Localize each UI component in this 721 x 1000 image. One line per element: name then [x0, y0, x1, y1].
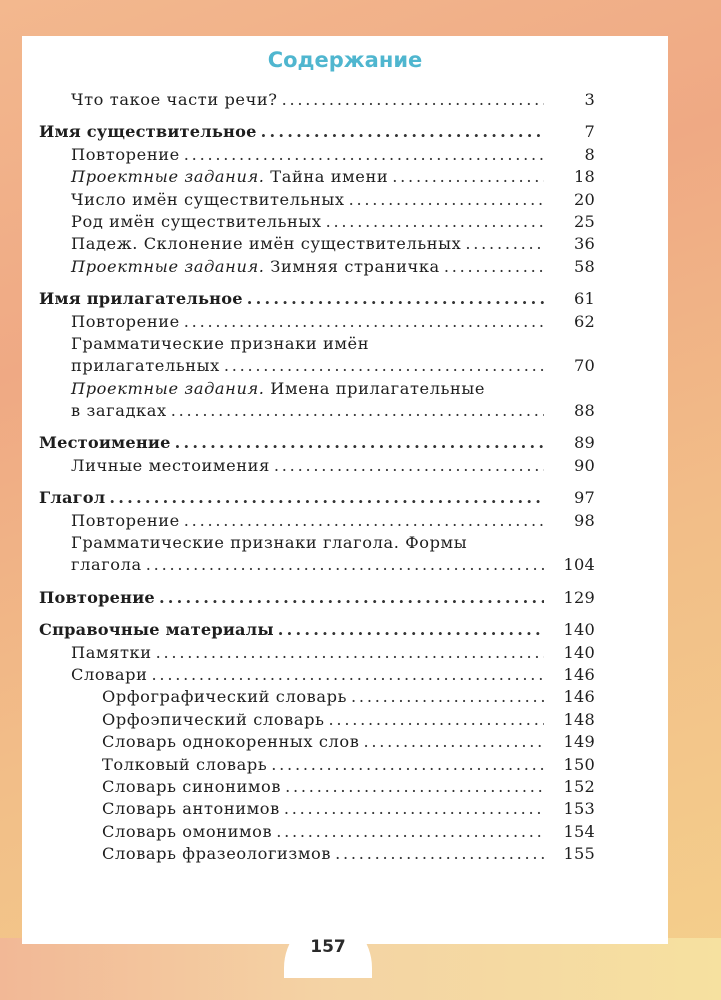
- toc-entry: [22, 776, 668, 798]
- dot-leader: [271, 754, 544, 776]
- toc-entry-text: прилагательных: [71, 356, 220, 376]
- toc-entry: [22, 355, 668, 377]
- toc-entry: [22, 487, 668, 509]
- toc-entry-text: Повторение: [71, 144, 180, 164]
- toc-entry: [22, 288, 668, 310]
- toc-entry: [22, 121, 668, 143]
- toc-entry-text: Орфографический словарь: [102, 687, 348, 707]
- toc-entry: [22, 432, 668, 454]
- dot-leader: [274, 455, 544, 477]
- toc-entry-text: Словарь антонимов: [102, 799, 280, 819]
- toc-entry: [22, 731, 668, 753]
- toc-entry-page: 88: [574, 401, 595, 421]
- page-title: Содержание: [267, 48, 423, 72]
- toc-entry-page: 140: [563, 642, 595, 662]
- toc-entry: [22, 709, 668, 731]
- toc-entry-page: 149: [563, 732, 595, 752]
- toc-entry-text: Памятки: [71, 642, 152, 662]
- contents-page: [22, 36, 668, 944]
- page-number: 157: [284, 918, 372, 978]
- toc-entry-text: Род имён существительных: [71, 211, 322, 231]
- toc-entry-text: в загадках: [71, 401, 167, 421]
- toc-entry-page: 146: [563, 687, 595, 707]
- toc-entry-page: 7: [584, 122, 595, 142]
- dot-leader: [159, 587, 544, 609]
- toc-entry: [22, 211, 668, 233]
- toc-entry-text: Тайна имени: [264, 167, 389, 187]
- toc-entry: [22, 587, 668, 609]
- toc-entry-text: Грамматические признаки имён: [71, 333, 370, 353]
- toc-entry: [22, 843, 668, 865]
- dot-leader: [109, 487, 544, 509]
- toc-entry-first-line: [22, 532, 668, 554]
- toc-entry-page: 148: [563, 709, 595, 729]
- toc-entry-text: Что такое части речи?: [71, 90, 278, 109]
- dot-leader: [184, 510, 544, 532]
- toc-entry-page: 155: [563, 844, 595, 864]
- dot-leader: [276, 821, 544, 843]
- toc-entry-text: Грамматические признаки глагола. Формы: [71, 533, 468, 553]
- toc-entry-text: Словарь однокоренных слов: [102, 732, 360, 752]
- toc-entry-text: Повторение: [71, 311, 180, 331]
- dot-leader: [392, 166, 544, 188]
- toc-entry-text: Справочные материалы: [39, 620, 274, 640]
- toc-entry: [22, 189, 668, 211]
- toc-entry-text: Повторение: [71, 510, 180, 530]
- dot-leader: [329, 709, 544, 731]
- toc-entry: [22, 510, 668, 532]
- toc-entry-text: Имя существительное: [39, 122, 257, 142]
- toc-entry-page: 104: [563, 555, 595, 575]
- toc-entry-text: Словарь омонимов: [102, 821, 273, 841]
- toc-entry-page: 58: [574, 256, 595, 276]
- dot-leader: [335, 843, 544, 865]
- dot-leader: [184, 311, 544, 333]
- toc-entry-page: 89: [574, 433, 595, 453]
- toc-entry-text: Словари: [71, 664, 148, 684]
- toc-entry: [22, 311, 668, 333]
- toc-entry-page: 90: [574, 455, 595, 475]
- toc-entry-text: Число имён существительных: [71, 189, 345, 209]
- toc-entry: [22, 554, 668, 576]
- toc-entry-italic-label: Проектные задания.: [71, 378, 265, 398]
- toc-entry-page: 97: [574, 488, 595, 508]
- toc-entry-text: Падеж. Склонение имён существительных: [71, 234, 462, 254]
- toc-list: [22, 89, 668, 866]
- toc-entry: [22, 233, 668, 255]
- toc-entry-page: 61: [574, 289, 595, 309]
- dot-leader: [282, 89, 544, 111]
- toc-entry-text: Зимняя страничка: [264, 256, 440, 276]
- toc-entry: [22, 642, 668, 664]
- toc-entry-text: глагола: [71, 555, 142, 575]
- toc-entry-text: Орфоэпический словарь: [102, 709, 325, 729]
- dot-leader: [278, 619, 544, 641]
- toc-entry-text: Толковый словарь: [102, 754, 268, 774]
- toc-entry-page: 8: [584, 144, 595, 164]
- toc-entry: [22, 664, 668, 686]
- toc-entry-text: Местоимение: [39, 433, 171, 453]
- toc-entry-italic-label: Проектные задания.: [71, 167, 265, 187]
- toc-entry-page: 152: [563, 776, 595, 796]
- toc-entry-page: 153: [563, 799, 595, 819]
- toc-entry-page: 129: [563, 587, 595, 607]
- toc-entry-text: Личные местоимения: [71, 455, 270, 475]
- toc-entry-text: Глагол: [39, 488, 106, 508]
- toc-entry-page: 25: [574, 211, 595, 231]
- toc-entry-page: 98: [574, 510, 595, 530]
- toc-entry: [22, 455, 668, 477]
- dot-leader: [326, 211, 544, 233]
- toc-entry-page: 3: [584, 90, 595, 109]
- dot-leader: [247, 288, 544, 310]
- dot-leader: [175, 432, 544, 454]
- dot-leader: [184, 144, 544, 166]
- toc-entry-page: 18: [574, 167, 595, 187]
- toc-entry: [22, 256, 668, 278]
- dot-leader: [261, 121, 544, 143]
- toc-entry-text: Словарь фразеологизмов: [102, 844, 332, 864]
- toc-entry-page: 140: [563, 620, 595, 640]
- toc-entry-text: Имя прилагательное: [39, 289, 243, 309]
- toc-entry-first-line: [22, 378, 668, 400]
- toc-entry-text: Повторение: [39, 587, 155, 607]
- dot-leader: [171, 400, 544, 422]
- dot-leader: [349, 189, 544, 211]
- toc-entry: [22, 400, 668, 422]
- toc-entry: [22, 686, 668, 708]
- dot-leader: [285, 776, 544, 798]
- toc-entry: [22, 144, 668, 166]
- toc-entry-page: 150: [563, 754, 595, 774]
- dot-leader: [156, 642, 544, 664]
- dot-leader: [444, 256, 544, 278]
- toc-entry: [22, 798, 668, 820]
- toc-entry-first-line: [22, 333, 668, 355]
- toc-entry-text: Словарь синонимов: [102, 776, 282, 796]
- dot-leader: [224, 355, 544, 377]
- toc-entry: [22, 89, 668, 111]
- dot-leader: [152, 664, 544, 686]
- toc-entry-page: 62: [574, 311, 595, 331]
- toc-entry-page: 20: [574, 189, 595, 209]
- toc-entry-page: 146: [563, 664, 595, 684]
- dot-leader: [364, 731, 545, 753]
- dot-leader: [465, 233, 544, 255]
- toc-entry: [22, 821, 668, 843]
- toc-entry-page: 36: [574, 234, 595, 254]
- toc-entry: [22, 166, 668, 188]
- toc-entry-text: Имена прилагательные: [264, 378, 486, 398]
- dot-leader: [351, 686, 544, 708]
- toc-entry-page: 154: [563, 821, 595, 841]
- toc-entry-italic-label: Проектные задания.: [71, 256, 265, 276]
- toc-entry-page: 70: [574, 356, 595, 376]
- dot-leader: [146, 554, 544, 576]
- toc-entry: [22, 754, 668, 776]
- dot-leader: [284, 798, 544, 820]
- toc-entry: [22, 619, 668, 641]
